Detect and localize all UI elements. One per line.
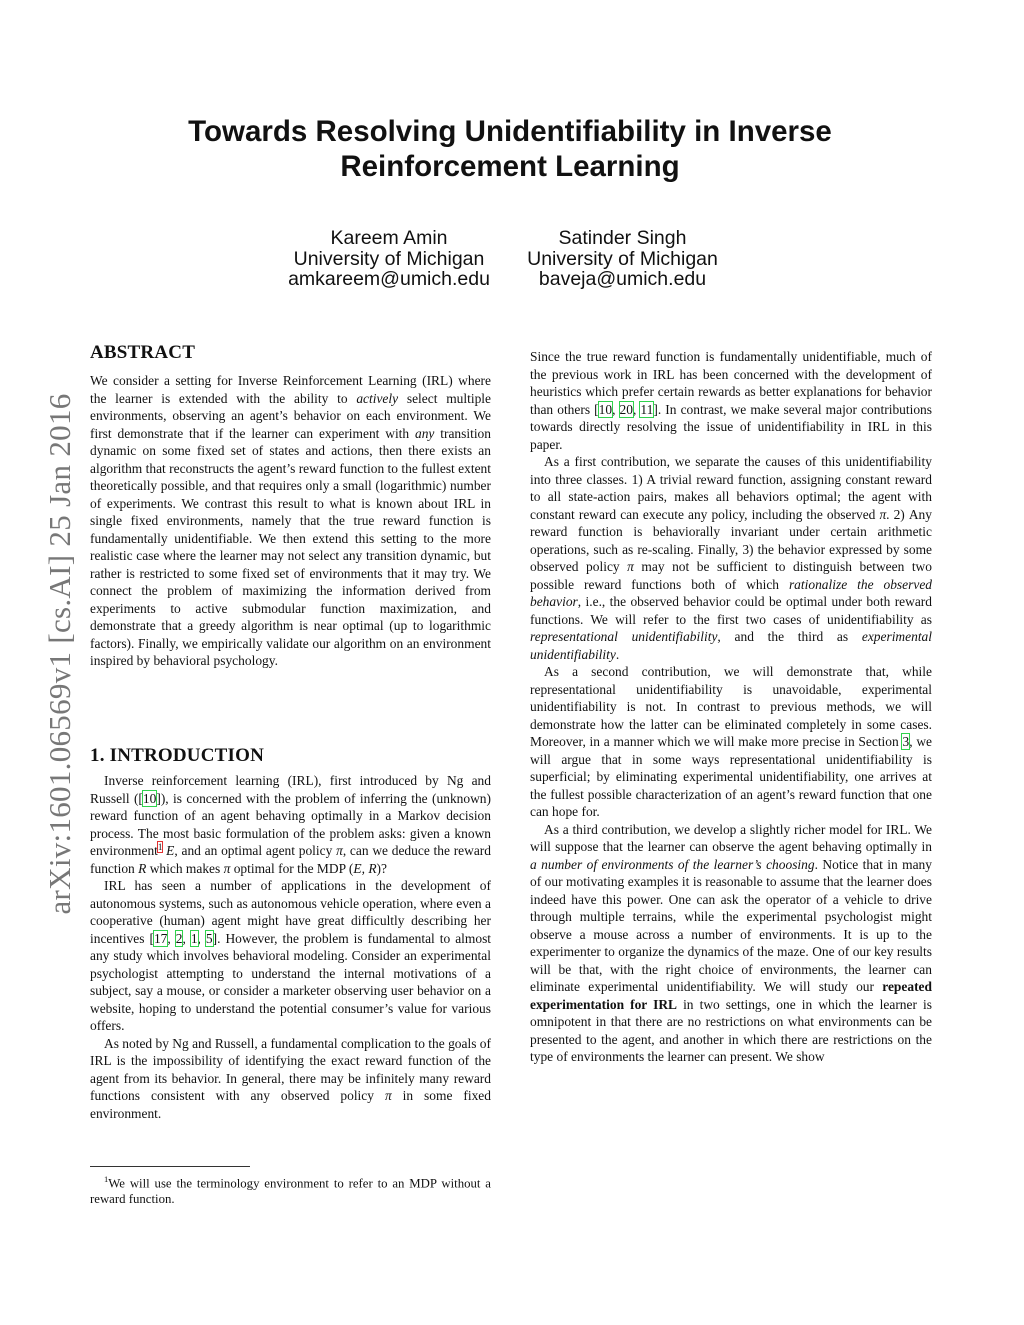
section-link[interactable]: 3 xyxy=(902,734,910,749)
introduction-body xyxy=(90,772,491,1122)
author-affiliation: University of Michigan xyxy=(293,247,485,270)
title-line-2: Reinforcement Learning xyxy=(340,150,680,183)
author-affiliation: University of Michigan xyxy=(527,247,718,270)
paper-title xyxy=(150,114,870,184)
citation-link[interactable]: 10 xyxy=(142,790,157,806)
citation-link[interactable]: 5 xyxy=(205,930,213,946)
citation-link[interactable]: 2 xyxy=(175,930,183,946)
right-paragraph-3: As a second contribution, we will demonstrate that, while representational unidentifiability is unavoidable, experimental unidentifiability is not. In contrast to previous methods, we will demonstrate how the latter can be eliminated completely in some cases. Moreover, in a manner which we will make more precise in Section 3, we will argue that in some ways representational unidentifiability is superficial; by eliminating experimental unidentifiability, one arrives at the fullest possible characterization of an agent’s reward function that one can hope for. xyxy=(530,664,932,819)
right-column xyxy=(530,348,932,1066)
abstract-heading: ABSTRACT xyxy=(90,342,196,363)
citation-link[interactable]: 17 xyxy=(153,930,168,946)
footnote-divider xyxy=(90,1166,250,1167)
abstract-paragraph: We consider a setting for Inverse Reinforcement Learning (IRL) where the learner is extended with the ability to actively select multiple environments, observing an agent’s behavior on each environment. We first demonstrate that if the learner can experiment with any transition dynamic on some fixed set of states and actions, then there exists an algorithm that reconstructs the agent’s reward function to the fullest extent theoretically possible, and that requires only a small (logarithmic) number of experiments. We contrast this result to what is known about IRL in single fixed environments, namely that the true reward function is fundamentally unidentifiable. We then extend this setting to the more realistic case where the learner may not select any transition dynamic, but rather is restricted to some fixed set of environments that it may try. We connect the problem of maximizing the information derived from experiments to active submodular function maximization, and demonstrate that a greedy algorithm is near optimal (up to logarithmic factors). Finally, we empirically validate our algorithm on an environment inspired by behavioral psychology. xyxy=(90,373,491,668)
author-block-2 xyxy=(520,228,725,290)
intro-paragraph-1: Inverse reinforcement learning (IRL), first introduced by Ng and Russell ([10]), is concerned with the problem of inferring the (unknown) reward function of an agent behaving optimally in a Markov decision process. The most basic formulation of the problem asks: given a known environment$^1$ E, and an optimal agent policy π, can we deduce the reward function R which makes π optimal for the MDP (E, R)? xyxy=(90,773,491,876)
intro-paragraph-3: As noted by Ng and Russell, a fundamental complication to the goals of IRL is the impossibility of identifying the exact reward function of the agent from its behavior. In general, there may be infinitely many reward functions consistent with any observed policy π in some fixed environment. xyxy=(90,1035,491,1121)
intro-paragraph-2: IRL has seen a number of applications in the development of autonomous systems, such as autonomous vehicle operation, where even a cooperative (human) agent might have great difficultly describing her incentives [17, 2, 1, 5]. However, the problem is fundamental to almost any study which involves behavioral modeling. Consider an experimental psychologist attempting to understand the internal motivations of a subject, say a mouse, or consider a marketer observing user behavior on a website, hoping to understand the potential consumer’s value for various offers. xyxy=(90,878,492,1033)
right-paragraph-4: As a third contribution, we develop a slightly richer model for IRL. We will suppose that the learner can observe the agent behaving optimally in a number of environments of the learner’s choosing. Notice that in many of our motivating examples it is reasonable to assume that the learner does indeed have this power. One can ask the operator of a vehicle to drive through multiple terrains, while the experimental psychologist might observe a mouse across a number of environments. It is up to the experimenter to organize the dynamics of the maze. One of our key results will be that, with the right choice of environments, the learner can eliminate experimental unidentifiability. We will study our repeated experimentation for IRL in two settings, one in which the learner is omnipotent in that there are no restrictions on what environments can be presented to the agent, and another in which there are restrictions on the type of environments the learner can present. We show xyxy=(530,821,932,1064)
footnote-link[interactable]: 1 xyxy=(157,841,163,852)
citation-link[interactable]: 20 xyxy=(619,401,633,417)
introduction-heading: 1. INTRODUCTION xyxy=(90,745,265,766)
citation-link[interactable]: 11 xyxy=(640,401,654,417)
footnote xyxy=(90,1171,491,1207)
citation-link[interactable]: 1 xyxy=(190,930,198,946)
title-line-1: Towards Resolving Unidentifiability in Inverse xyxy=(188,115,832,148)
author-email[interactable]: amkareem@umich.edu xyxy=(288,268,490,290)
author-email[interactable]: baveja@umich.edu xyxy=(538,268,707,290)
citation-link[interactable]: 10 xyxy=(598,401,613,417)
arxiv-identifier: arXiv:1601.06569v1 [cs.AI] 25 Jan 2016 xyxy=(42,393,77,915)
author-name: Satinder Singh xyxy=(558,227,687,249)
author-block-1 xyxy=(284,228,494,290)
footnote-text: $^1$We will use the terminology environment to refer to an MDP without a reward function. xyxy=(90,1174,491,1207)
author-name: Kareem Amin xyxy=(330,227,448,249)
right-paragraph-1: Since the true reward function is fundamentally unidentifiable, much of the previous work in IRL has been concerned with the development of heuristics which prefer certain rewards as better explanations for behavior than others [10, 20, 11]. In contrast, we make several major contributions towards directly resolving the issue of unidentifiability in IRL in this paper. xyxy=(530,349,933,452)
abstract-body xyxy=(90,372,491,670)
right-paragraph-2: As a first contribution, we separate the causes of this unidentifiability into three classes. 1) A trivial reward function, assigning constant reward to all state-action pairs, makes all behaviors optimal; the agent with constant reward can execute any policy, including the observed π. 2) Any reward function is behaviorally invariant under certain arithmetic operations, such as re-scaling. Finally, 3) the behavior expressed by some observed policy π may not be sufficient to distinguish between two possible reward functions both of which rationalize the observed behavior, i.e., the observed behavior could be optimal under both reward functions. We will refer to the first two cases of unidentifiability as representational unidentifiability, and the third as experimental unidentifiability. xyxy=(530,454,933,662)
